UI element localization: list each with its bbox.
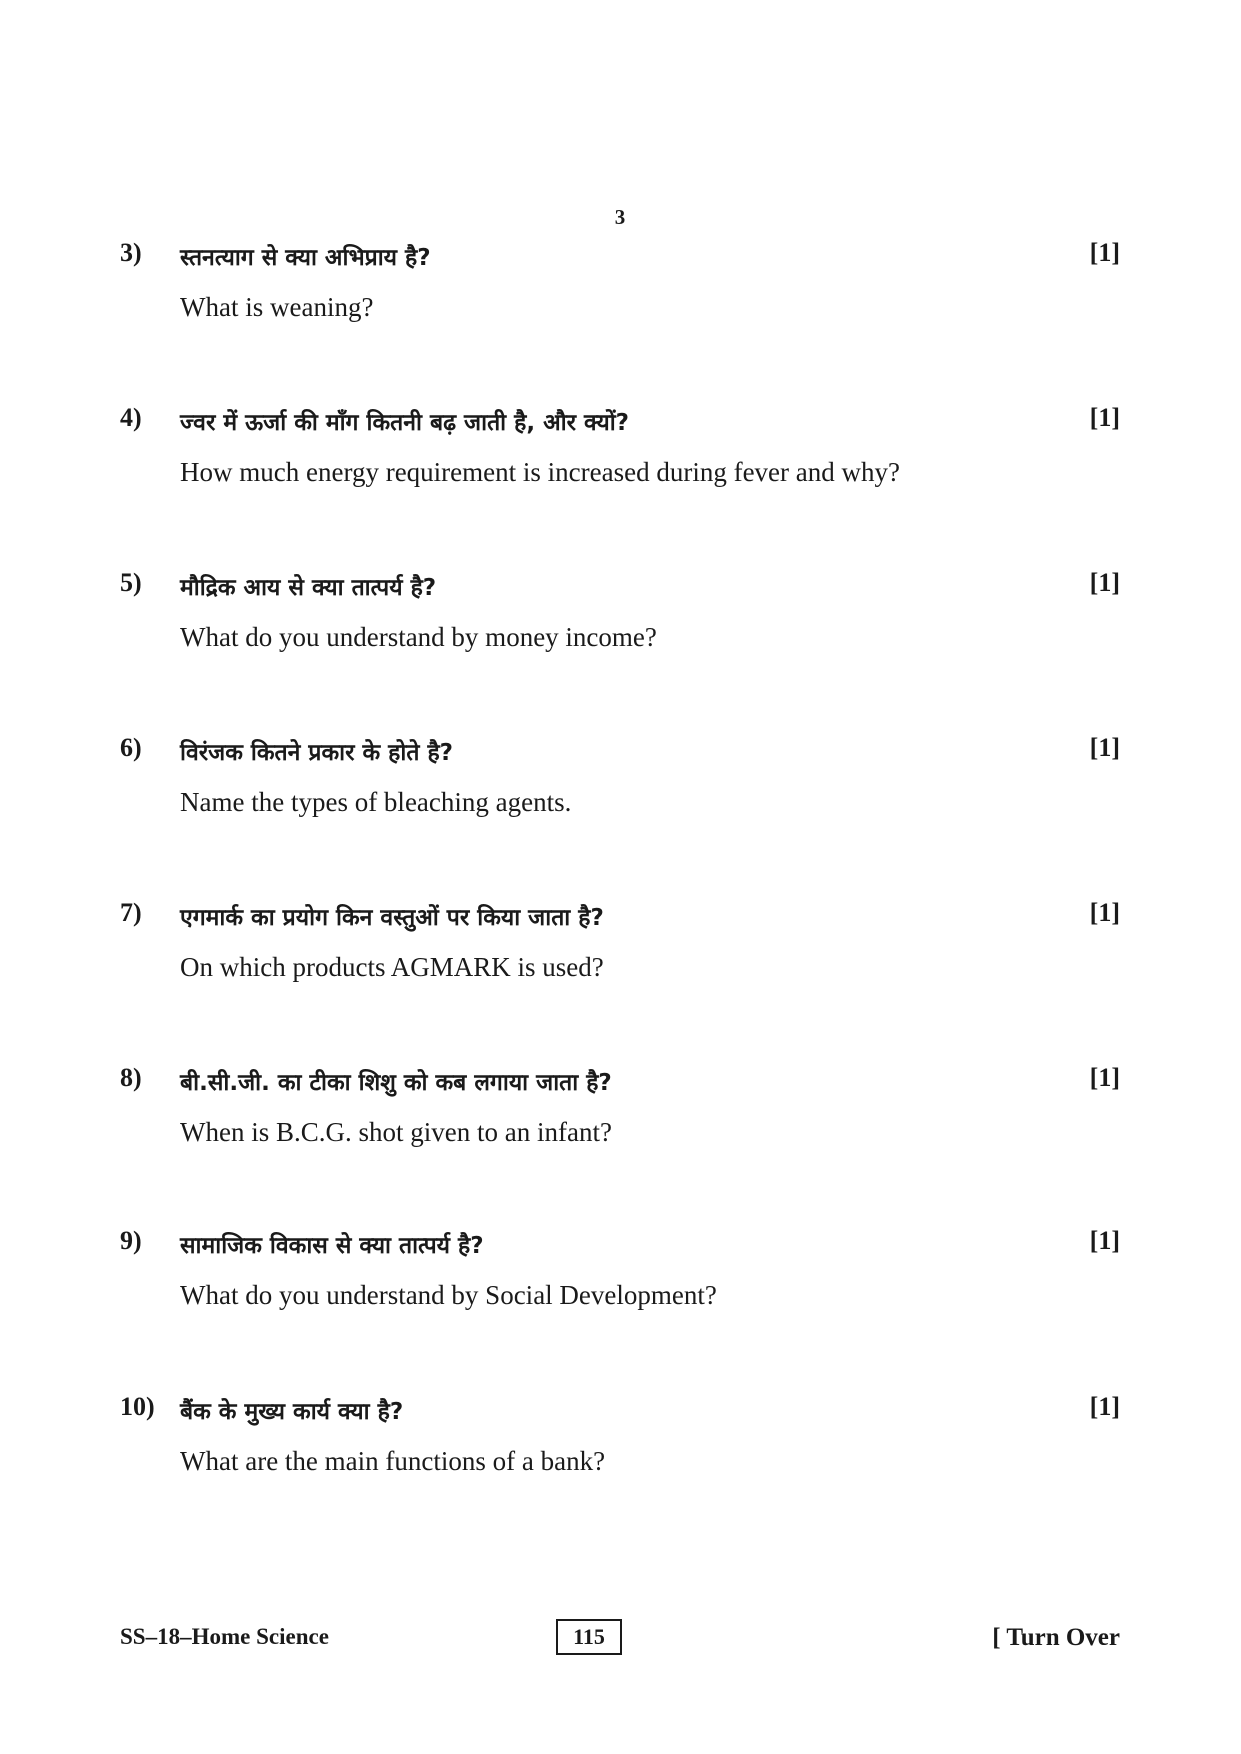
question-10 xyxy=(120,1392,1120,1512)
page-number: 3 xyxy=(614,205,626,229)
question-hindi-text: एगमार्क का प्रयोग किन वस्तुओं पर किया जाता है? xyxy=(180,905,604,931)
question-hindi-text: बैंक के मुख्य कार्य क्या है? xyxy=(180,1399,404,1425)
question-marks: [1] xyxy=(1089,1392,1120,1421)
question-number: 7) xyxy=(120,898,142,927)
question-marks: [1] xyxy=(1089,1063,1120,1092)
question-marks: [1] xyxy=(1089,238,1120,267)
question-marks: [1] xyxy=(1089,568,1120,597)
question-marks: [1] xyxy=(1089,403,1120,432)
question-5 xyxy=(120,568,1120,688)
question-7 xyxy=(120,898,1120,1018)
question-english-text: Name the types of bleaching agents. xyxy=(180,787,572,817)
question-english-text: On which products AGMARK is used? xyxy=(180,952,604,982)
question-number: 6) xyxy=(120,733,142,762)
question-english-text: What are the main functions of a bank? xyxy=(180,1446,606,1476)
question-english-text: What do you understand by money income? xyxy=(180,622,657,652)
question-marks: [1] xyxy=(1089,898,1120,927)
question-english-text: How much energy requirement is increased during fever and why? xyxy=(180,457,900,487)
question-6 xyxy=(120,733,1120,853)
question-marks: [1] xyxy=(1089,733,1120,762)
question-hindi-text: विरंजक कितने प्रकार के होते है? xyxy=(180,740,454,766)
question-number: 3) xyxy=(120,238,142,267)
question-english-text: What do you understand by Social Development? xyxy=(180,1280,717,1310)
question-number: 9) xyxy=(120,1226,142,1255)
question-3 xyxy=(120,238,1120,358)
question-hindi-text: सामाजिक विकास से क्या तात्पर्य है? xyxy=(180,1233,484,1259)
question-number: 10) xyxy=(120,1392,155,1421)
question-english-text: When is B.C.G. shot given to an infant? xyxy=(180,1117,612,1147)
question-8 xyxy=(120,1063,1120,1183)
question-hindi-text: ज्वर में ऊर्जा की माँग कितनी बढ़ जाती है, और क्यों? xyxy=(180,410,629,436)
paper-code: SS–18–Home Science xyxy=(120,1624,329,1649)
question-number: 5) xyxy=(120,568,142,597)
question-hindi-text: स्तनत्याग से क्या अभिप्राय है? xyxy=(180,245,431,271)
question-hindi-text: बी.सी.जी. का टीका शिशु को कब लगाया जाता है? xyxy=(180,1070,612,1096)
question-english-text: What is weaning? xyxy=(180,292,374,322)
question-number: 4) xyxy=(120,403,142,432)
question-marks: [1] xyxy=(1089,1226,1120,1255)
question-number: 8) xyxy=(120,1063,142,1092)
question-4 xyxy=(120,403,1120,523)
sheet-number-box: 115 xyxy=(556,1619,622,1655)
question-9 xyxy=(120,1226,1120,1346)
question-hindi-text: मौद्रिक आय से क्या तात्पर्य है? xyxy=(180,575,437,601)
turn-over-label: [ Turn Over xyxy=(992,1624,1120,1651)
